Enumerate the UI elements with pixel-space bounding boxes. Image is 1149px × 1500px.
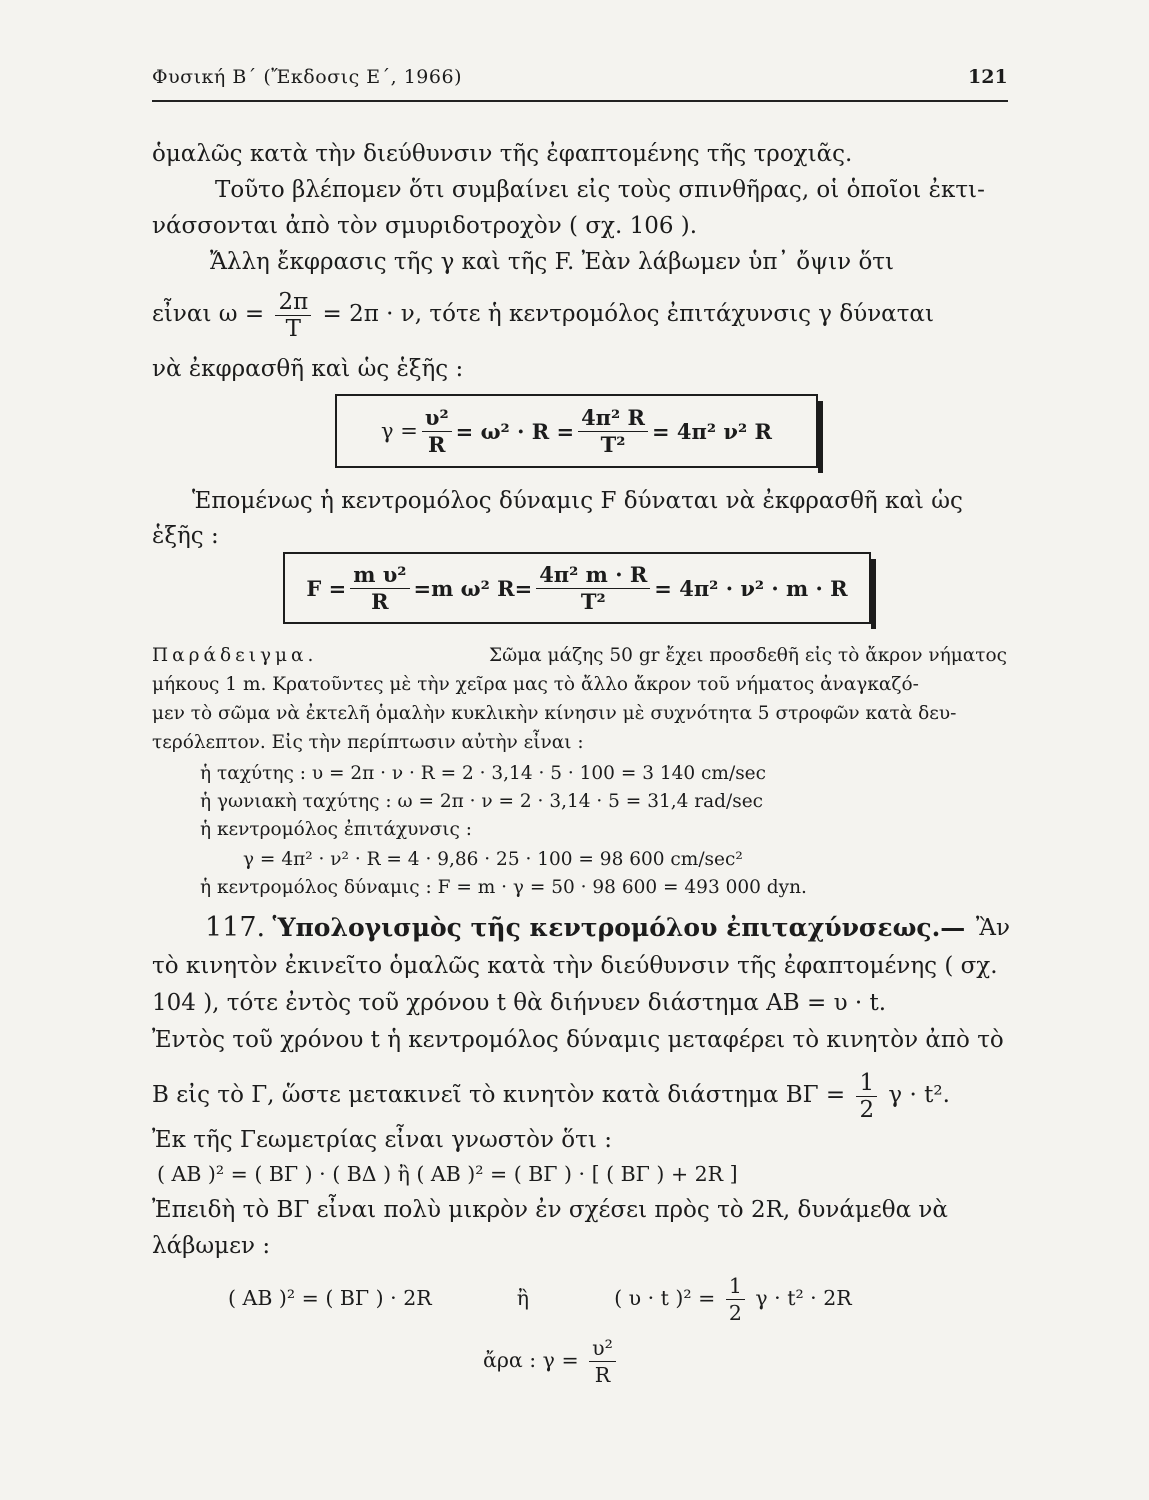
formula-2 — [285, 554, 869, 622]
centripetal-acceleration-formula-box — [335, 394, 818, 468]
omega-equation-line — [152, 284, 934, 344]
geometry-equation: ( ΑΒ )² = ( ΒΓ ) · ( ΒΔ ) ἢ ( ΑΒ )² = ( ΒΓ ) · [ ( ΒΓ ) + 2R ] — [157, 1162, 738, 1186]
text-line-6: νὰ ἐκφρασθῆ καὶ ὡς ἑξῆς : — [152, 356, 464, 382]
fraction-numerator: 2π — [275, 289, 311, 316]
two-pi-over-t-fraction — [275, 289, 311, 342]
fraction-numerator: 4π² R — [578, 405, 648, 432]
text-line-2: Τοῦτο βλέπομεν ὅτι συμβαίνει εἰς τοὺς σπινθῆρας, οἱ ὁποῖοι ἐκτι- — [215, 177, 985, 203]
formula-2-lhs: F = — [306, 575, 347, 601]
section-line-3: 104 ), τότε ἐντὸς τοῦ χρόνου t θὰ διήνυεν διάστημα ΑΒ = υ · t. — [152, 990, 887, 1016]
section-line-4: Ἐντὸς τοῦ χρόνου t ἡ κεντρομόλος δύναμις μεταφέρει τὸ κινητὸν ἀπὸ τὸ — [152, 1027, 1004, 1053]
omega-eq-suffix: = 2π · ν, τότε ἡ κεντρομόλος ἐπιτάχυνσις γ δύναται — [322, 301, 934, 327]
example-force: ἡ κεντρομόλος δύναμις : F = m · γ = 50 · 98 600 = 493 000 dyn. — [200, 877, 807, 898]
section-line-9: λάβωμεν : — [152, 1233, 271, 1259]
approximation-equation — [228, 1268, 852, 1328]
fraction-denominator: 2 — [728, 1301, 742, 1325]
example-acceleration-label: ἡ κεντρομόλος ἐπιτάχυνσις : — [200, 819, 472, 840]
fraction-numerator: υ² — [422, 405, 452, 432]
mv2-over-r-fraction — [350, 562, 409, 615]
example-line-1 — [152, 644, 1007, 668]
formula-1-middle: = ω² · R = — [455, 418, 575, 444]
bg-distance-suffix: γ · t². — [888, 1082, 950, 1108]
example-line-2: μήκους 1 m. Κρατοῦντες μὲ τὴν χεῖρα μας τὸ ἄλλο ἄκρον τοῦ νήματος ἀναγκαζό- — [152, 674, 919, 695]
example-text: Σῶμα μάζης 50 gr ἔχει προσδεθῆ εἰς τὸ ἄκρον νήματος — [488, 645, 1007, 666]
equation-or: ἢ — [516, 1286, 530, 1310]
fraction-denominator: T² — [580, 588, 606, 614]
header-rule — [152, 100, 1008, 102]
omega-eq-prefix: εἶναι ω = — [152, 301, 265, 327]
4pi2r-over-t2-fraction — [578, 405, 648, 458]
bg-distance-prefix: Β εἰς τὸ Γ, ὥστε μετακινεῖ τὸ κινητὸν κατὰ διάστημα ΒΓ = — [152, 1082, 846, 1108]
section-line-2: τὸ κινητὸν ἐκινεῖτο ὁμαλῶς κατὰ τὴν διεύθυνσιν τῆς ἐφαπτομένης ( σχ. — [152, 953, 998, 979]
fraction-numerator: υ² — [589, 1335, 616, 1362]
v2-over-r-result-fraction — [589, 1335, 616, 1388]
fraction-numerator: m υ² — [350, 562, 409, 589]
example-acceleration-value: γ = 4π² · ν² · R = 4 · 9,86 · 25 · 100 = 98 600 cm/sec² — [243, 849, 743, 870]
fraction-numerator: 4π² m · R — [536, 562, 650, 589]
section-line-5 — [152, 1065, 950, 1125]
example-speed: ἡ ταχύτης : υ = 2π · ν · R = 2 · 3,14 · 5 · 100 = 3 140 cm/sec — [200, 763, 766, 784]
running-header-title: Φυσική Β΄ (Ἔκδοσις Ε΄, 1966) — [152, 66, 462, 88]
page-number: 121 — [968, 66, 1008, 88]
one-half-fraction-2 — [726, 1273, 745, 1326]
fraction-denominator: T² — [600, 431, 626, 457]
result-prefix: ἄρα : γ = — [483, 1348, 579, 1372]
text-line-7: Ἑπομένως ἡ κεντρομόλος δύναμις F δύναται νὰ ἐκφρασθῆ καὶ ὡς — [192, 488, 963, 514]
fraction-numerator: 1 — [856, 1070, 877, 1097]
section-117-heading — [205, 914, 1010, 943]
v2-over-r-fraction — [422, 405, 452, 458]
one-half-fraction — [856, 1070, 877, 1123]
formula-2-end: = 4π² · ν² · m · R — [654, 575, 848, 601]
section-line-8: Ἐπειδὴ τὸ ΒΓ εἶναι πολὺ μικρὸν ἐν σχέσει πρὸς τὸ 2R, δυνάμεθα νὰ — [152, 1197, 948, 1223]
equation-left: ( ΑΒ )² = ( ΒΓ ) · 2R — [228, 1286, 432, 1310]
fraction-denominator: R — [371, 588, 389, 614]
formula-1-lhs: γ = — [381, 419, 418, 443]
text-line-8: ἑξῆς : — [152, 523, 219, 549]
example-label: Παράδειγμα. — [152, 645, 318, 666]
section-heading-left — [205, 914, 965, 943]
fraction-numerator: 1 — [726, 1273, 745, 1300]
text-line-4: Ἄλλη ἔκφρασις τῆς γ καὶ τῆς F. Ἐὰν λάβωμεν ὑπ᾿ ὄψιν ὅτι — [210, 249, 895, 275]
4pi2mr-over-t2-fraction — [536, 562, 650, 615]
section-title: Ὑπολογισμὸς τῆς κεντρομόλου ἐπιταχύνσεως.— — [272, 913, 966, 942]
result-equation — [483, 1330, 620, 1390]
equation-right-prefix: ( υ · t )² = — [614, 1286, 716, 1310]
formula-2-middle: =m ω² R= — [413, 575, 533, 601]
fraction-denominator: 2 — [859, 1096, 875, 1123]
section-line-6: Ἐκ τῆς Γεωμετρίας εἶναι γνωστὸν ὅτι : — [152, 1127, 612, 1153]
example-angular-speed: ἡ γωνιακὴ ταχύτης : ω = 2π · ν = 2 · 3,14 · 5 = 31,4 rad/sec — [200, 791, 764, 812]
equation-right-suffix: γ · t² · 2R — [755, 1286, 852, 1310]
centripetal-force-formula-box — [283, 552, 871, 624]
example-line-4: τερόλεπτον. Εἰς τὴν περίπτωσιν αὐτὴν εἶναι : — [152, 732, 584, 753]
formula-1 — [337, 396, 816, 466]
fraction-denominator: R — [428, 431, 446, 457]
formula-1-end: = 4π² ν² R — [652, 418, 772, 444]
section-number: 117. — [205, 912, 266, 943]
section-title-tail: Ἂν — [976, 915, 1010, 941]
fraction-denominator: R — [594, 1363, 611, 1387]
text-line-1: ὁμαλῶς κατὰ τὴν διεύθυνσιν τῆς ἐφαπτομένης τῆς τροχιᾶς. — [152, 141, 853, 167]
example-line-3: μεν τὸ σῶμα νὰ ἐκτελῆ ὁμαλὴν κυκλικὴν κίνησιν μὲ συχνότητα 5 στροφῶν κατὰ δευ- — [152, 703, 957, 724]
fraction-denominator: T — [285, 315, 301, 342]
text-line-3: νάσσονται ἀπὸ τὸν σμυριδοτροχὸν ( σχ. 106 ). — [152, 213, 698, 239]
